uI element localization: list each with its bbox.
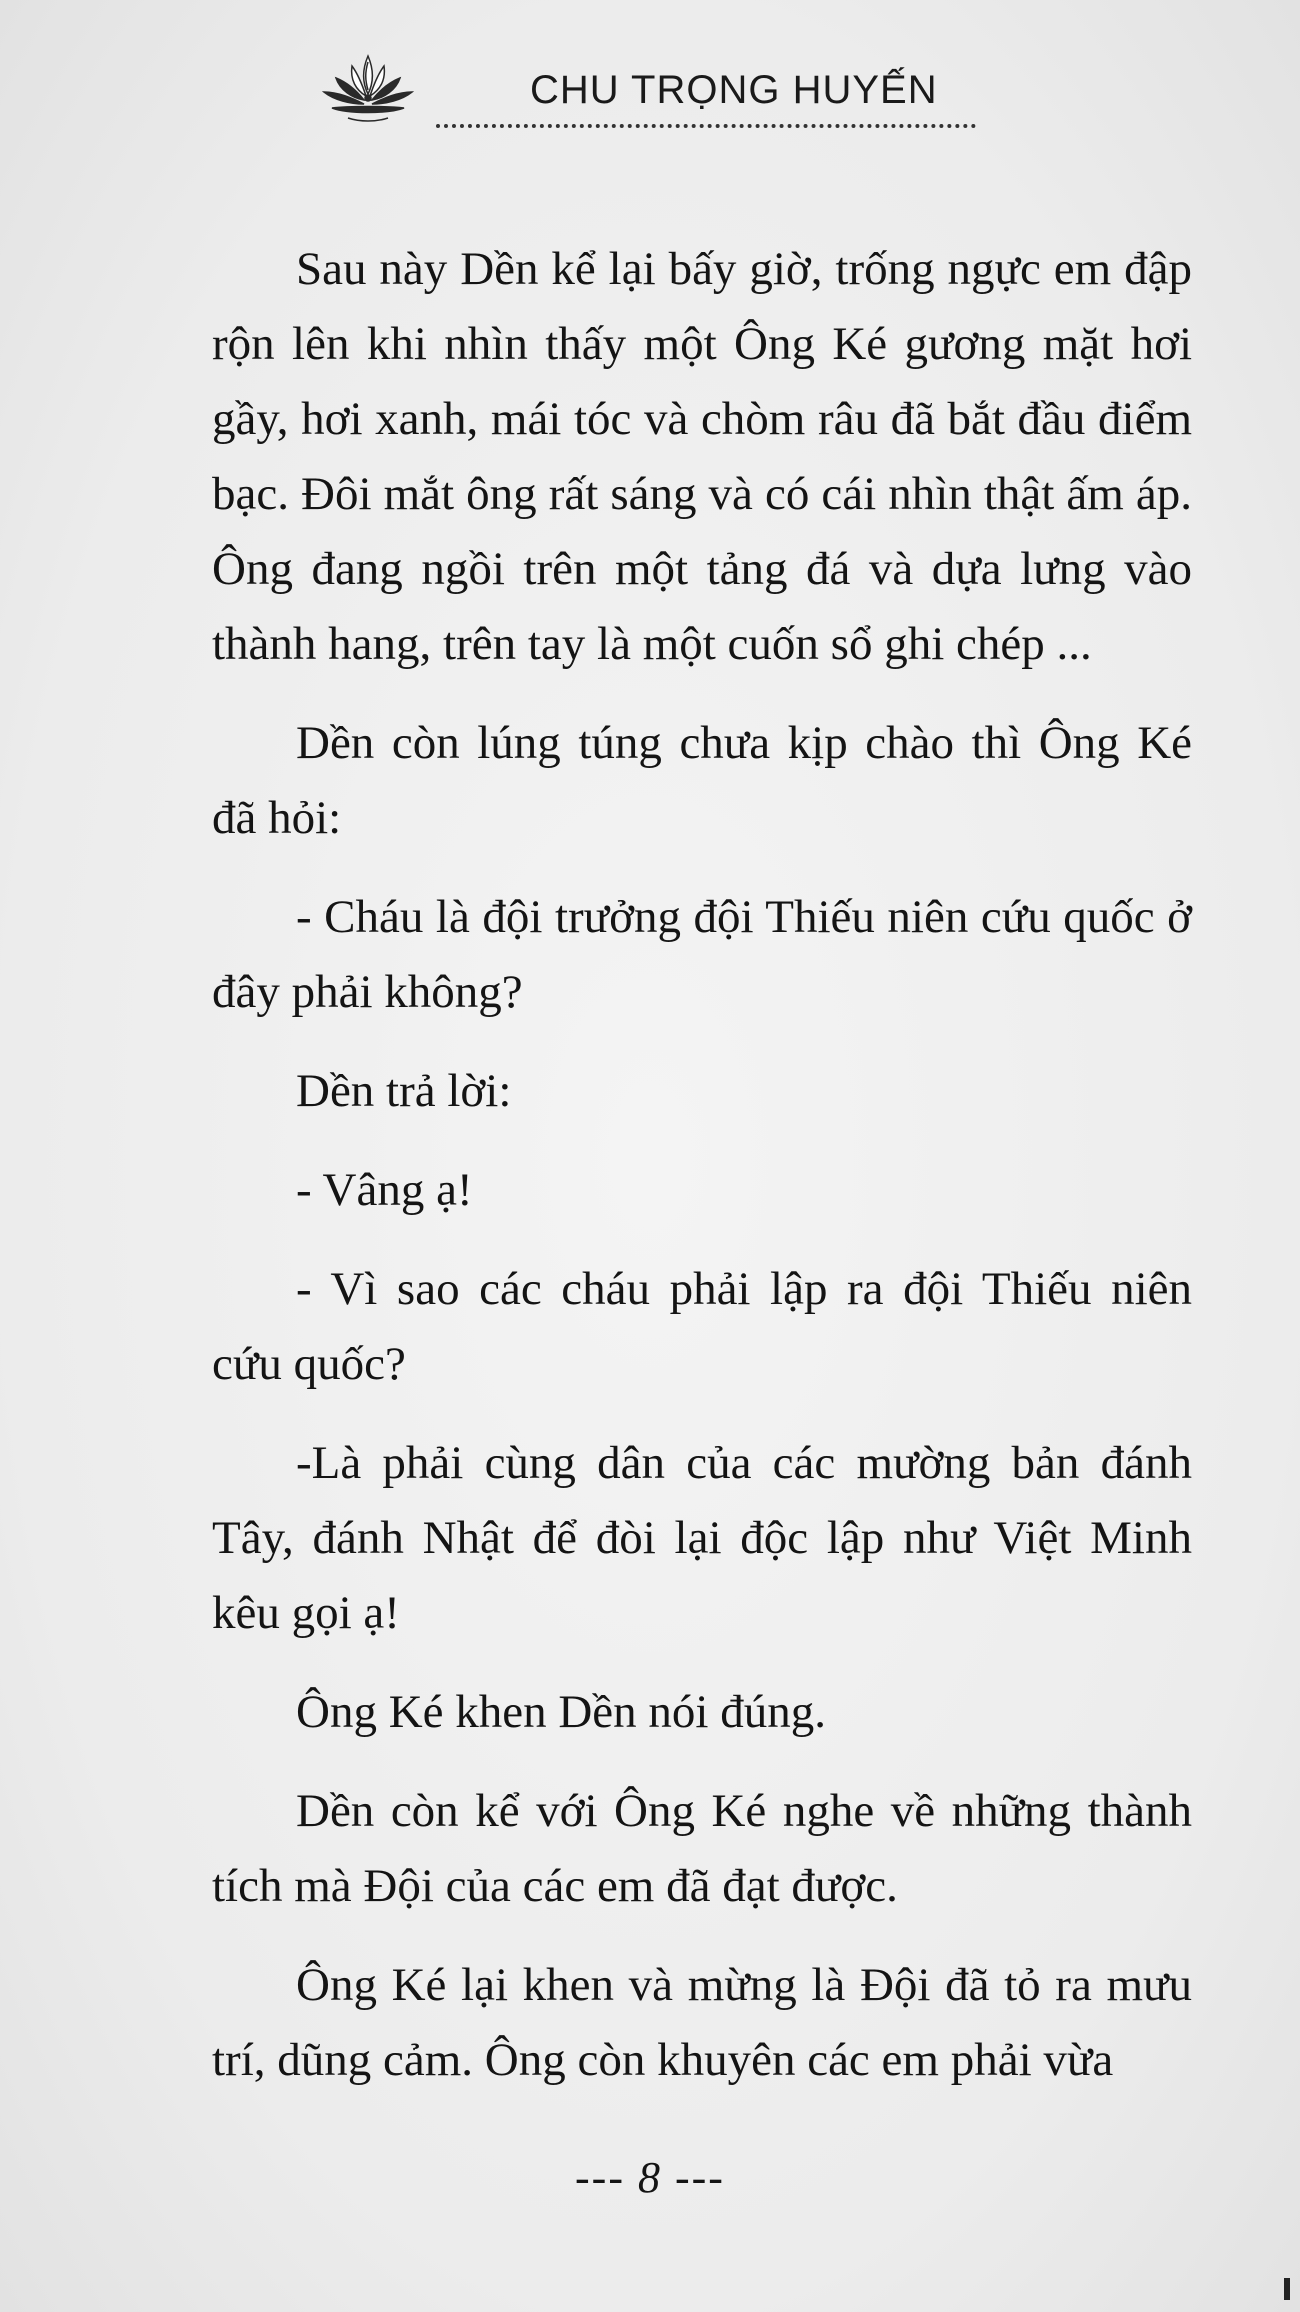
running-header <box>318 48 976 128</box>
paragraph: Ông Ké khen Dền nói đúng. <box>296 1686 826 1738</box>
body-text <box>212 232 1192 2122</box>
paragraph: - Vì sao các cháu phải lập ra đội Thiếu niên cứu quốc? <box>212 1263 1192 1390</box>
paragraph: -Là phải cùng dân của các mường bản đánh Tây, đánh Nhật để đòi lại độc lập như Việt Minh kêu gọi ạ! <box>212 1437 1192 1639</box>
page-edge-mark <box>1284 2278 1290 2300</box>
paragraph: Ông Ké lại khen và mừng là Đội đã tỏ ra mưu trí, dũng cảm. Ông còn khuyên các em phải vừa <box>212 1959 1192 2086</box>
paragraph: - Cháu là đội trưởng đội Thiếu niên cứu quốc ở đây phải không? <box>212 891 1192 1018</box>
paragraph: Sau này Dền kể lại bấy giờ, trống ngực em đập rộn lên khi nhìn thấy một Ông Ké gương mặt hơi gầy, hơi xanh, mái tóc và chòm râu đã bắt đầu điểm bạc. Đôi mắt ông rất sáng và có cái nhìn thật ấm áp. Ông đang ngồi trên một tảng đá và dựa lưng vào thành hang, trên tay là một cuốn sổ ghi chép ... <box>212 243 1192 670</box>
paragraph: Dền còn kể với Ông Ké nghe về những thành tích mà Đội của các em đã đạt được. <box>212 1785 1192 1912</box>
paragraph: - Vâng ạ! <box>296 1164 473 1216</box>
footer-dashes-right: --- <box>675 2153 725 2202</box>
author-name: CHU TRỌNG HUYẾN <box>530 68 938 112</box>
header-dotted-rule <box>436 124 976 128</box>
footer-dashes-left: --- <box>575 2153 625 2202</box>
page-number: 8 <box>638 2153 662 2202</box>
paragraph: Dền còn lúng túng chưa kịp chào thì Ông Ké đã hỏi: <box>212 717 1192 844</box>
page-footer <box>0 2152 1300 2203</box>
lotus-icon <box>318 48 418 128</box>
paragraph: Dền trả lời: <box>296 1065 512 1117</box>
